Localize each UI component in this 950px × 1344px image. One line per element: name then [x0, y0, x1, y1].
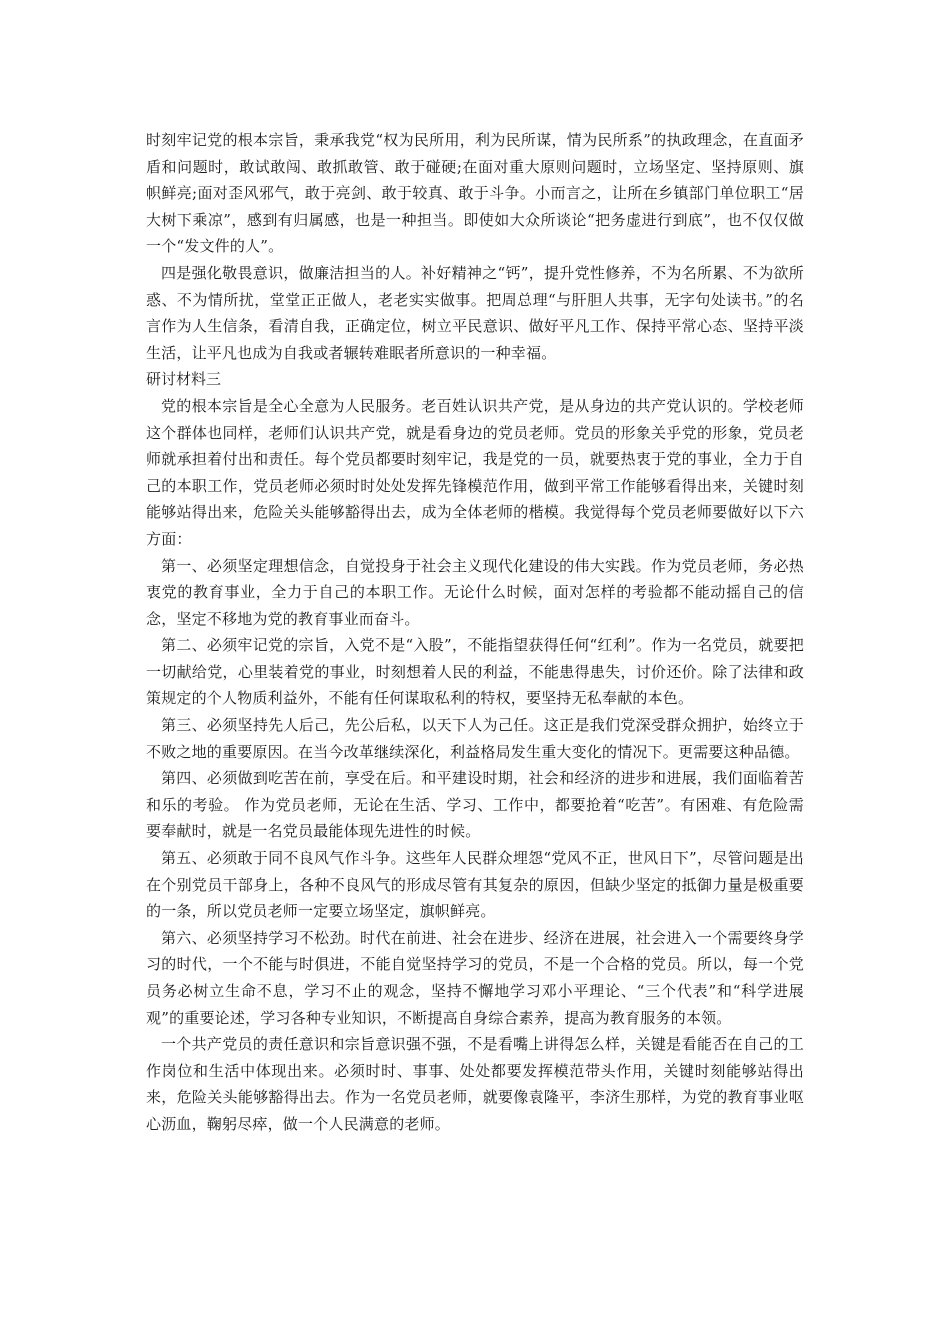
- paragraph-sixth: 第六、必须坚持学习不松劲。时代在前进、社会在进步、经济在进展，社会进入一个需要终身学习的时代，一个不能与时俱进，不能自觉坚持学习的党员，不是一个合格的党员。所以，每一个党员务必树立生命不息，学习不止的观念，坚持不懈地学习邓小平理论、“三个代表”和“科学进展观”的重要论述，学习各种专业知识，不断提高自身综合素养，提高为教育服务的本领。: [146, 928, 804, 1027]
- paragraph-intro: 党的根本宗旨是全心全意为人民服务。老百姓认识共产党，是从身边的共产党认识的。学校老师这个群体也同样，老师们认识共产党，就是看身边的党员老师。党员的形象关乎党的形象，党员老师就承担着付出和责任。每个党员都要时刻牢记，我是党的一员，就要热衷于党的事业，全力于自己的本职工作，党员老师必须时时处处发挥先锋模范作用，做到平常工作能够看得出来，关键时刻能够站得出来，危险关头能够豁得出去，成为全体老师的楷模。我觉得每个党员老师要做好以下六方面：: [146, 396, 804, 548]
- paragraph-first: 第一、必须坚定理想信念，自觉投身于社会主义现代化建设的伟大实践。作为党员老师，务必热衷党的教育事业，全力于自己的本职工作。无论什么时候，面对怎样的考验都不能动摇自己的信念，坚定不移地为党的教育事业而奋斗。: [146, 556, 804, 628]
- section-heading: 研讨材料三: [146, 370, 222, 389]
- paragraph-duty: 时刻牢记党的根本宗旨，秉承我党“权为民所用，利为民所谋，情为民所系”的执政理念，在直面矛盾和问题时，敢试敢闯、敢抓敢管、敢于碰硬;在面对重大原则问题时，立场坚定、坚持原则、旗帜鲜亮;面对歪风邪气，敢于亮剑、敢于较真、敢于斗争。小而言之，让所在乡镇部门单位职工“居大树下乘凉”，感到有归属感，也是一种担当。即使如大众所谈论“把务虚进行到底”，也不仅仅做一个“发文件的人”。: [146, 131, 804, 256]
- paragraph-third: 第三、必须坚持先人后己，先公后私，以天下人为己任。这正是我们党深受群众拥护，始终立于不败之地的重要原因。在当今改革继续深化，利益格局发生重大变化的情况下。更需要这种品德。: [146, 716, 804, 761]
- paragraph-second: 第二、必须牢记党的宗旨，入党不是“入股”，不能指望获得任何“红利”。作为一名党员，就要把一切献给党，心里装着党的事业，时刻想着人民的利益，不能患得患失，讨价还价。除了法律和政策规定的个人物质利益外，不能有任何谋取私利的特权，要坚持无私奉献的本色。: [146, 636, 804, 708]
- paragraph-fifth: 第五、必须敢于同不良风气作斗争。这些年人民群众埋怨“党风不正，世风日下”，尽管问题是出在个别党员干部身上，各种不良风气的形成尽管有其复杂的原因，但缺少坚定的抵御力量是极重要的一条，所以党员老师一定要立场坚定，旗帜鲜亮。: [146, 849, 804, 921]
- paragraph-conclusion: 一个共产党员的责任意识和宗旨意识强不强，不是看嘴上讲得怎么样，关键是看能否在自己的工作岗位和生活中体现出来。必须时时、事事、处处都要发挥模范带头作用，关键时刻能够站得出来，危险关头能够豁得出去。作为一名党员老师，就要像袁隆平，李济生那样，为党的教育事业呕心沥血，鞠躬尽瘁，做一个人民满意的老师。: [146, 1035, 804, 1133]
- document-page: [146, 127, 804, 1138]
- paragraph-point-four: 四是强化敬畏意识，做廉洁担当的人。补好精神之“钙”，提升党性修养，不为名所累、不为欲所惑、不为情所扰，堂堂正正做人，老老实实做事。把周总理“与肝胆人共事，无字句处读书。”的名言作为人生信条，看清自我，正确定位，树立平民意识、做好平凡工作、保持平常心态、坚持平淡生活，让平凡也成为自我或者辗转难眠者所意识的一种幸福。: [146, 263, 804, 362]
- paragraph-fourth: 第四、必须做到吃苦在前，享受在后。和平建设时期，社会和经济的进步和进展，我们面临着苦和乐的考验。 作为党员老师，无论在生活、学习、工作中，都要抢着“吃苦”。有困难、有危险需要奉献时，就是一名党员最能体现先进性的时候。: [146, 769, 804, 841]
